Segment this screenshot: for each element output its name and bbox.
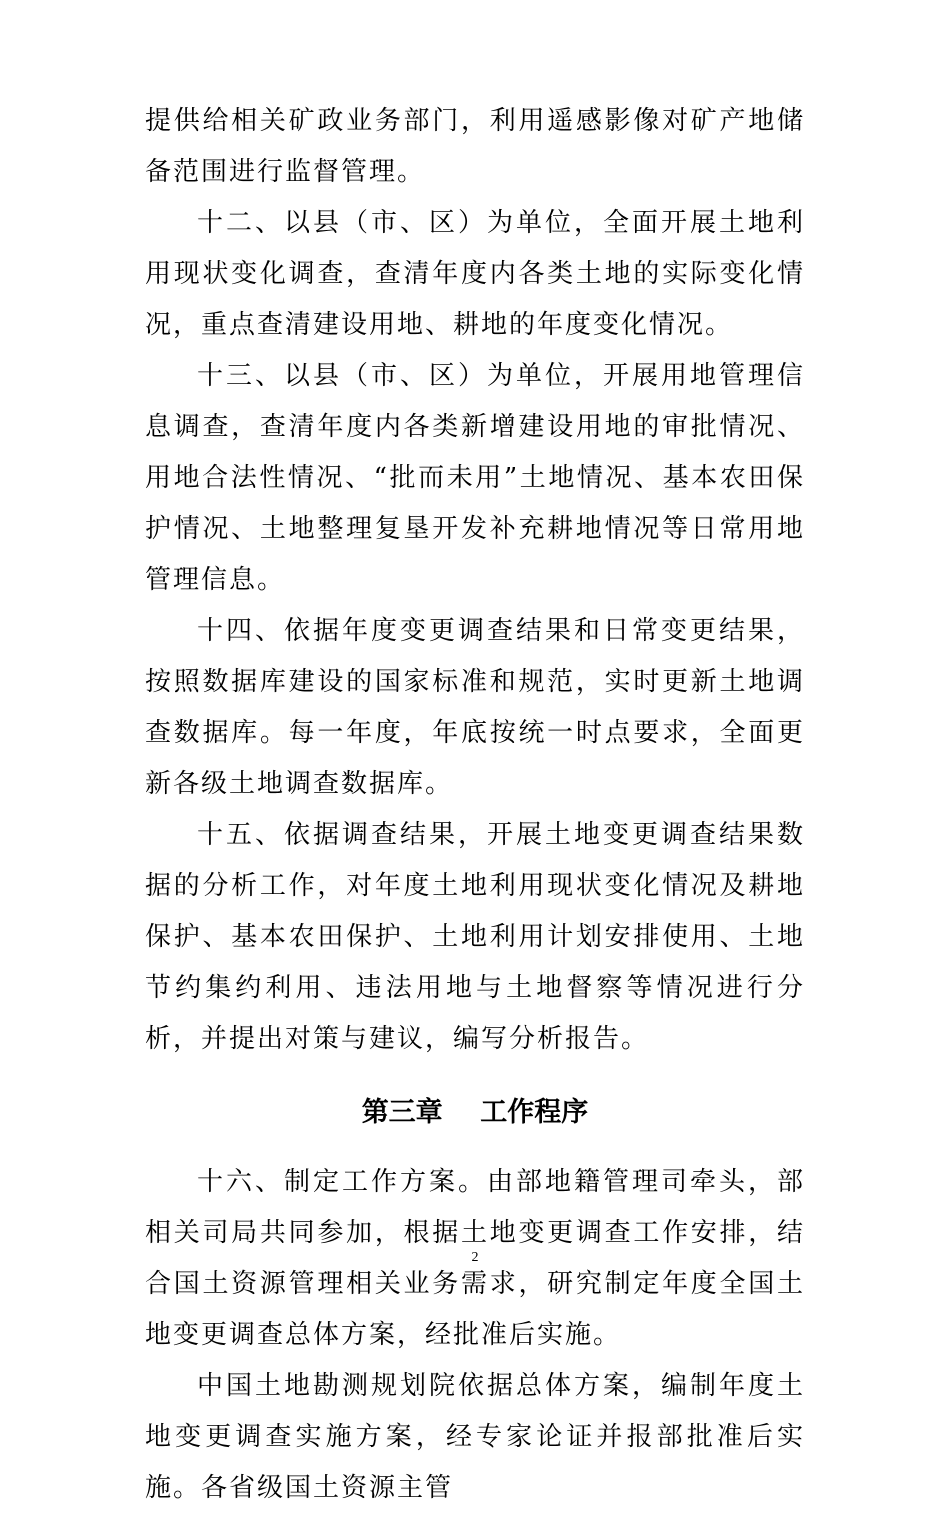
paragraph: 十三、以县（市、区）为单位，开展用地管理信息调查，查清年度内各类新增建设用地的审批情况、用地合法性情况、“批而未用”土地情况、基本农田保护情况、土地整理复垦开发补充耕地情况等日常用地管理信息。: [145, 361, 805, 595]
page-number: 2: [471, 1250, 479, 1265]
paragraph: 提供给相关矿政业务部门，利用遥感影像对矿产地储备范围进行监督管理。: [145, 106, 805, 187]
paragraph: 十五、依据调查结果，开展土地变更调查结果数据的分析工作，对年度土地利用现状变化情况及耕地保护、基本农田保护、土地利用计划安排使用、土地节约集约利用、违法用地与土地督察等情况进行分析，并提出对策与建议，编写分析报告。: [145, 820, 805, 1054]
paragraph: 十六、制定工作方案。由部地籍管理司牵头，部相关司局共同参加，根据土地变更调查工作安排，结合国土资源管理相关业务需求，研究制定年度全国土地变更调查总体方案，经批准后实施。: [145, 1167, 805, 1350]
paragraph: 十二、以县（市、区）为单位，全面开展土地利用现状变化调查，查清年度内各类土地的实际变化情况，重点查清建设用地、耕地的年度变化情况。: [145, 208, 805, 340]
paragraph: 十四、依据年度变更调查结果和日常变更结果，按照数据库建设的国家标准和规范，实时更新土地调查数据库。每一年度，年底按统一时点要求，全面更新各级土地调查数据库。: [145, 616, 805, 799]
paragraph: 中国土地勘测规划院依据总体方案，编制年度土地变更调查实施方案，经专家论证并报部批准后实施。各省级国土资源主管: [145, 1371, 805, 1503]
chapter-heading: 第三章 工作程序: [361, 1097, 589, 1128]
document-body: [145, 96, 805, 1514]
